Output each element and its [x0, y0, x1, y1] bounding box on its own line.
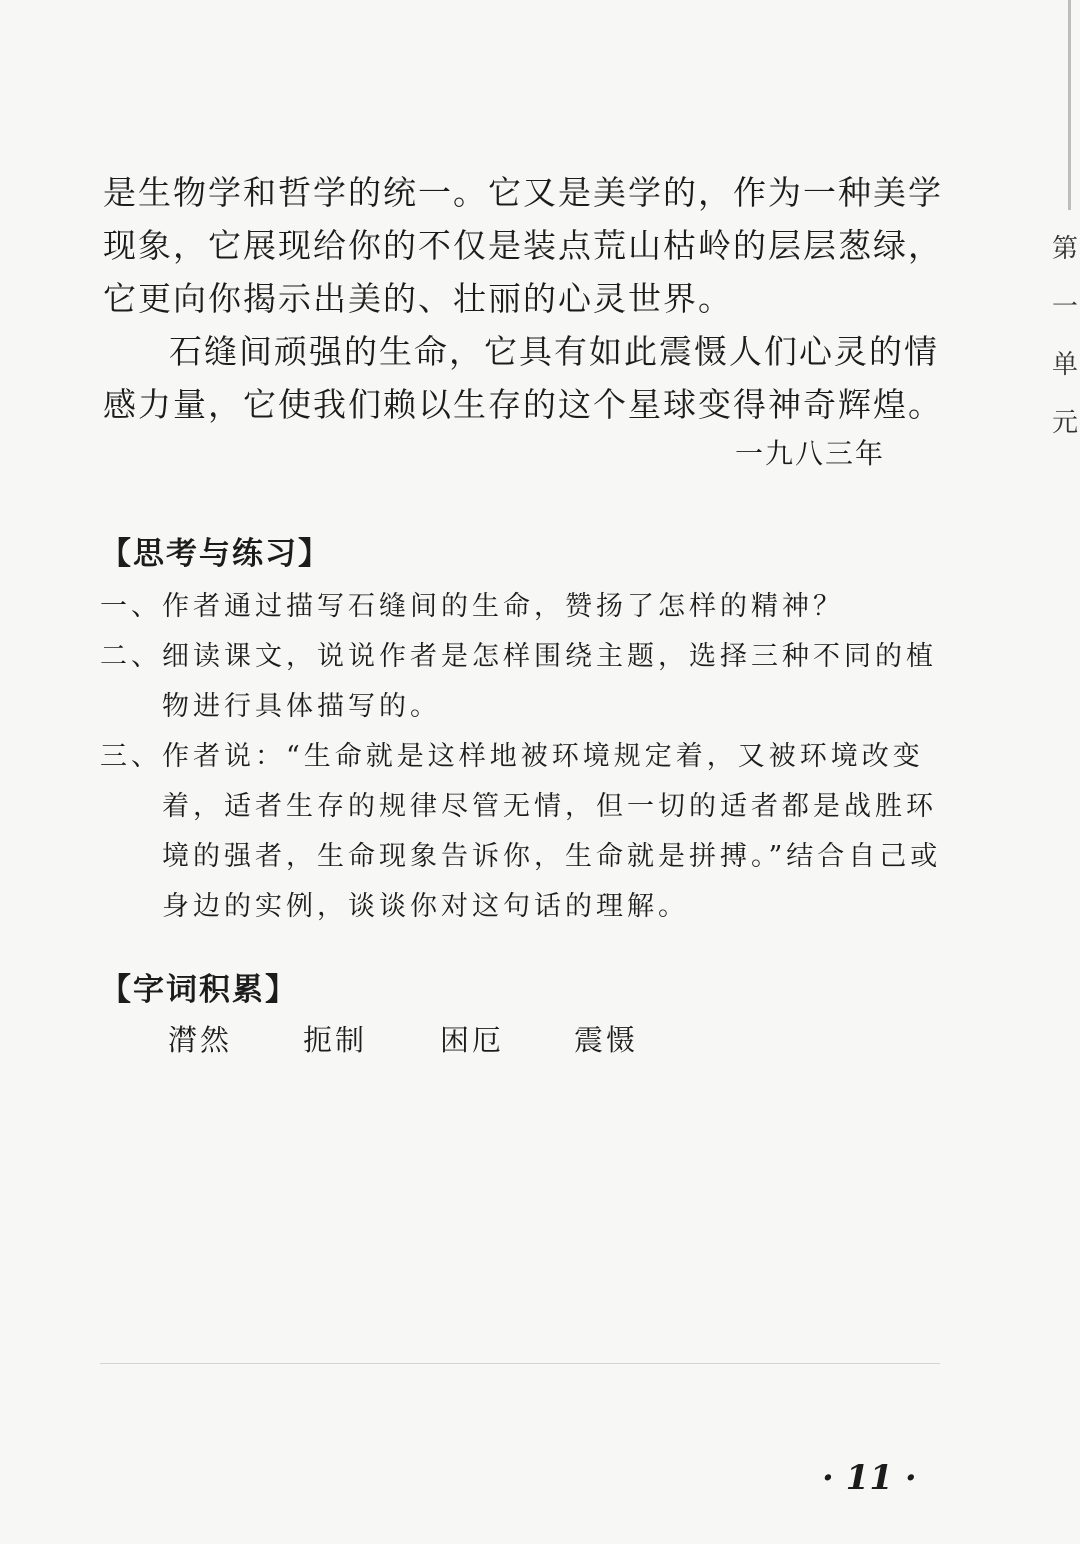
paragraph-2: 石缝间顽强的生命，它具有如此震慑人们心灵的情感力量，它使我们赖以生存的这个星球变得神奇辉煌。	[103, 332, 943, 424]
side-tab-char: 一	[1052, 292, 1079, 322]
vocab-word: 困厄	[440, 1023, 505, 1057]
essay-date: 一九八三年	[735, 437, 886, 470]
exercise-number: 三、	[100, 741, 162, 772]
binding-edge	[1068, 0, 1071, 210]
paragraph-1: 是生物学和哲学的统一。它又是美学的，作为一种美学现象，它展现给你的不仅是装点荒山枯岭的层层葱绿，它更向你揭示出美的、壮丽的心灵世界。	[103, 173, 943, 318]
exercise-text: 细读课文，说说作者是怎样围绕主题，选择三种不同的植物进行具体描写的。	[162, 641, 937, 722]
vocab-word: 震慑	[574, 1023, 639, 1057]
unit-side-tab	[1052, 220, 1080, 452]
side-tab-char: 第	[1052, 234, 1079, 264]
page-number: · 11 ·	[822, 1458, 917, 1498]
footnote-divider	[100, 1363, 940, 1364]
vocabulary-heading: 【字词积累】	[100, 972, 298, 1008]
essay-ending	[103, 166, 953, 431]
side-tab-char: 单	[1052, 350, 1079, 380]
side-tab-char: 元	[1052, 408, 1079, 438]
vocab-word: 扼制	[303, 1023, 368, 1057]
exercises-heading: 【思考与练习】	[100, 536, 331, 572]
vocab-word: 潸然	[168, 1023, 233, 1057]
exercise-number: 一、	[100, 591, 162, 622]
exercise-text: 作者通过描写石缝间的生命，赞扬了怎样的精神？	[162, 591, 844, 622]
exercise-number: 二、	[100, 641, 162, 672]
exercise-item	[100, 582, 950, 632]
exercise-list	[100, 582, 950, 932]
exercise-item	[100, 732, 950, 932]
exercise-text: 作者说：“生命就是这样地被环境规定着，又被环境改变着，适者生存的规律尽管无情，但一切的适者都是战胜环境的强者，生命现象告诉你，生命就是拼搏。”结合自己或身边的实例，谈谈你对这句话的理解。	[162, 741, 942, 922]
exercise-item	[100, 632, 950, 732]
